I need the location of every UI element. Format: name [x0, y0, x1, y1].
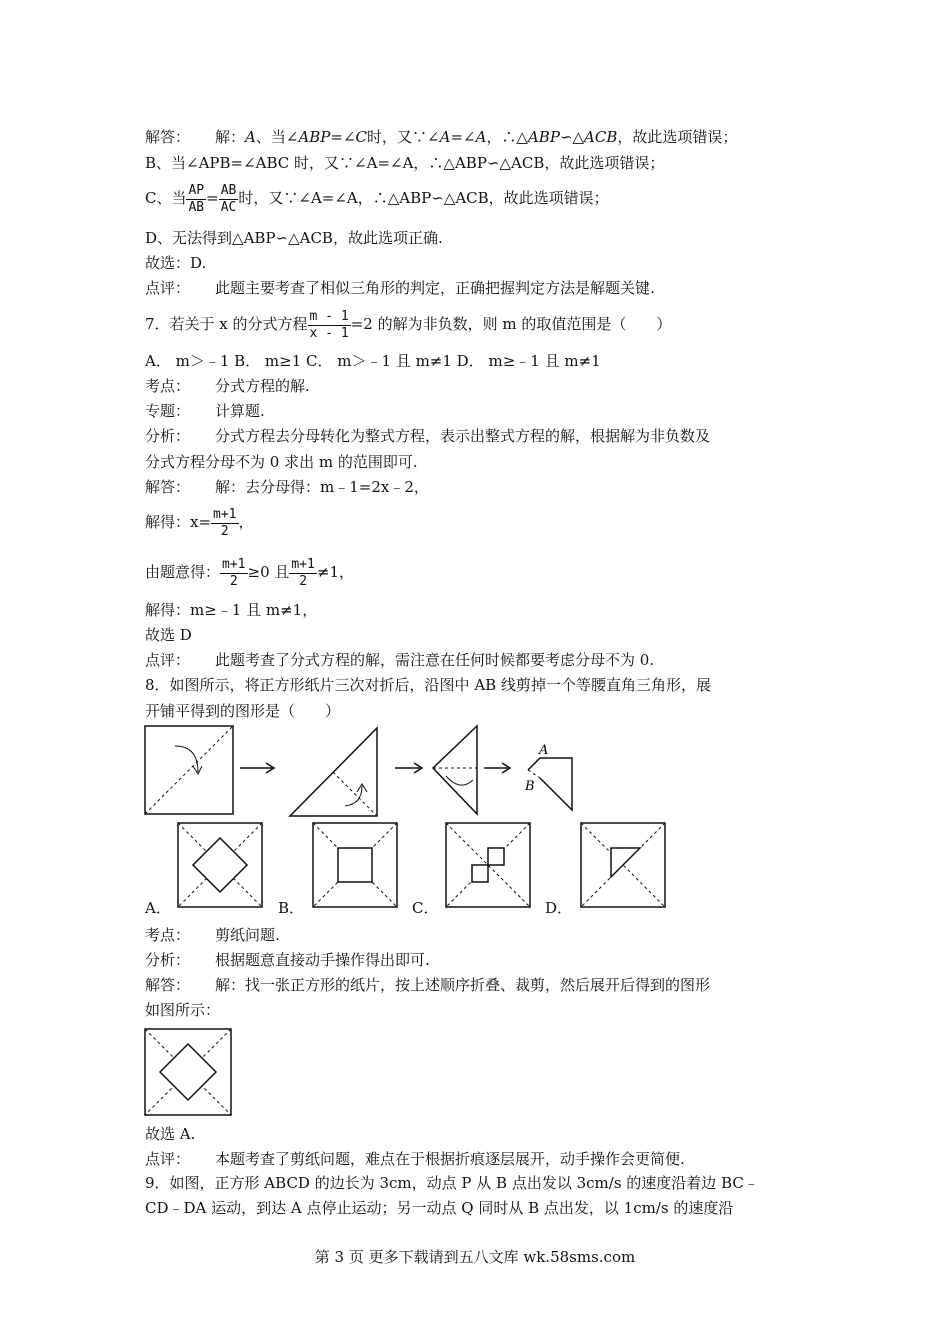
- option-c-figure: [443, 820, 533, 910]
- fraction-cond-2: $\frac{m+1}{2}$: [291, 556, 315, 589]
- q7-condition: 由题意得： $\frac{m+1}{2}$ ≥0 且 $\frac{m+1}{2}$ ≠1，: [145, 556, 354, 589]
- arrow-icon: [240, 763, 274, 773]
- q8-fenxi: 分析： 根据题意直接动手操作得出即可.: [145, 951, 430, 969]
- q8-stem-1: 8．如图所示，将正方形纸片三次对折后，沿图中 AB 线剪掉一个等腰直角三角形，展: [145, 676, 711, 694]
- option-c-label: C．: [412, 899, 439, 917]
- option-a-label: A．: [145, 899, 171, 917]
- q7-kaodian: 考点： 分式方程的解.: [145, 377, 310, 395]
- step2-triangle: [290, 728, 377, 816]
- q8-kaodian: 考点： 剪纸问题.: [145, 926, 280, 944]
- q7-fenxi-1: 分析： 分式方程去分母转化为整式方程，表示出整式方程的解，根据解为非负数及: [145, 427, 711, 445]
- fraction-m-x: $\frac{m - 1}{x - 1}$: [309, 308, 349, 341]
- q8-jieda-1: 解答： 解：找一张正方形的纸片，按上述顺序折叠、裁剪，然后展开后得到的图形: [145, 976, 711, 994]
- q7-choice: 故选 D: [145, 626, 192, 644]
- option-b-label: B．: [278, 899, 305, 917]
- q6-answer-line2: B、当∠APB=∠ABC 时，又∵∠A=∠A，∴△ABP∽△ACB，故此选项错误；: [145, 154, 665, 172]
- fraction-ab-ac: $\frac{AB}{AC}$: [220, 182, 237, 215]
- q9-stem-1: 9．如图，正方形 ABCD 的边长为 3cm，动点 P 从 B 点出发以 3cm/s 的速度沿着边 BC﹣: [145, 1174, 759, 1192]
- answer-figure: [142, 1026, 234, 1118]
- q7-fenxi-2: 分式方程分母不为 0 求出 m 的范围即可.: [145, 453, 418, 471]
- arrow-icon: [484, 763, 510, 773]
- q6-answer-line1: 解答： 解：A、当∠ABP=∠C时，又∵∠A=∠A，∴△ABP∽△ACB，故此选项错误；: [145, 128, 738, 146]
- fraction-solution: $\frac{m+1}{2}$: [213, 506, 237, 539]
- q7-zhuanti: 专题： 计算题.: [145, 402, 265, 420]
- q9-stem-2: CD﹣DA 运动，到达 A 点停止运动；另一动点 Q 同时从 B 点出发，以 1cm/s 的速度沿: [145, 1199, 734, 1217]
- option-b-figure: [310, 820, 400, 910]
- folding-steps-figure: [140, 724, 600, 820]
- fraction-ap-ab: $\frac{AP}{AB}$: [188, 182, 205, 215]
- q7-result: 解得：m≥﹣1 且 m≠1，: [145, 601, 318, 619]
- q6-choice: 故选：D.: [145, 254, 207, 272]
- option-d-figure: [578, 820, 668, 910]
- q8-jieda-2: 如图所示：: [145, 1001, 221, 1019]
- q8-stem-2: 开铺平得到的图形是（ ）: [145, 702, 341, 720]
- page-footer: 第 3 页 更多下载请到五八文库 wk.58sms.com: [314, 1248, 636, 1266]
- arrow-icon: [395, 763, 422, 773]
- step1-square: [145, 726, 233, 814]
- step4-cut-shape: [524, 743, 572, 810]
- q7-stem: 7．若关于 x 的分式方程 $\frac{m - 1}{x - 1}$ =2 的解为非负数，则 m 的取值范围是（ ）: [145, 308, 672, 341]
- q8-review: 点评： 本题考查了剪纸问题，难点在于根据折痕逐层展开，动手操作会更简便.: [145, 1150, 685, 1168]
- option-a-figure: [175, 820, 265, 910]
- q7-jieda: 解答： 解：去分母得：m﹣1=2x﹣2，: [145, 478, 429, 496]
- q6-review: 点评： 此题主要考查了相似三角形的判定，正确把握判定方法是解题关键.: [145, 279, 655, 297]
- fraction-cond-1: $\frac{m+1}{2}$: [222, 556, 246, 589]
- q7-options: A． m＞﹣1 B． m≥1 C． m＞﹣1 且 m≠1 D． m≥﹣1 且 m≠1: [145, 352, 601, 370]
- step3-triangle: [433, 726, 477, 814]
- q6-answer-line3: C、当 $\frac{AP}{AB}$ = $\frac{AB}{AC}$ 时，又∵∠A=∠A，∴△ABP∽△ACB，故此选项错误；: [145, 182, 609, 215]
- option-d-label: D．: [545, 899, 573, 917]
- q7-solution: 解得：x= $\frac{m+1}{2}$ ，: [145, 506, 254, 539]
- label-a: A: [539, 743, 549, 758]
- q6-answer-line4: D、无法得到△ABP∽△ACB，故此选项正确.: [145, 229, 443, 247]
- q8-choice: 故选 A.: [145, 1125, 196, 1143]
- label-b: B: [525, 779, 535, 794]
- q7-review: 点评： 此题考查了分式方程的解，需注意在任何时候都要考虑分母不为 0.: [145, 651, 655, 669]
